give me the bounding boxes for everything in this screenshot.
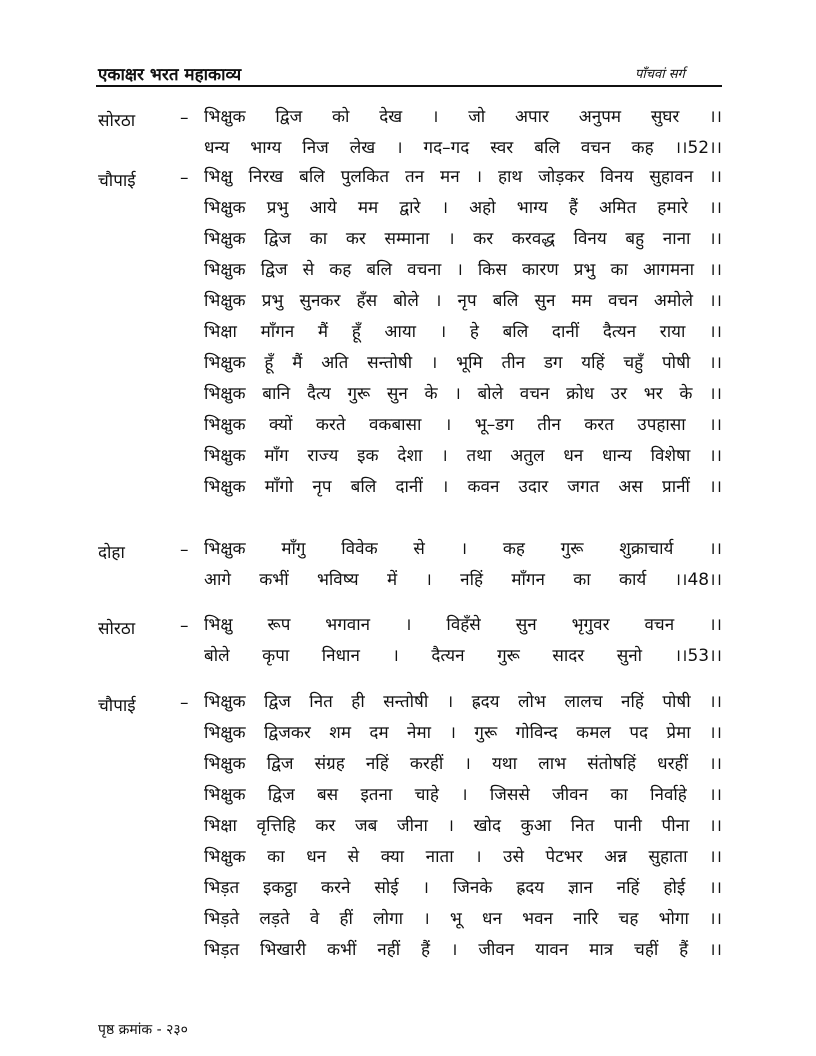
verse-line: भिड़त भिखारी कभीं नहीं हैं । जीवन यावन मात्र चहीं हैं ।। xyxy=(204,940,722,960)
verse-line: भिक्षु रूप भगवान । विहँसे सुन भृगुवर वचन ।। xyxy=(204,615,722,635)
verse-type-label: चौपाई xyxy=(98,171,136,191)
chapter-label: पाँचवां सर्ग xyxy=(635,67,685,82)
verse-type-label: सोरठा xyxy=(98,619,136,639)
verse-dash: – xyxy=(180,616,189,636)
verse-type-label: चौपाई xyxy=(98,696,136,716)
verse-line: धन्य भाग्य निज लेख । गद–गद स्वर बलि वचन कह ।।52।। xyxy=(204,138,722,158)
verse-line: भिक्षुक प्रभु सुनकर हँस बोले । नृप बलि सुन मम वचन अमोले ।। xyxy=(204,291,722,311)
verse-line: भिक्षुक प्रभु आये मम द्वारे । अहो भाग्य हैं अमित हमारे ।। xyxy=(204,198,722,218)
verse-line: भिक्षा माँगन मैं हूँ आया । हे बलि दानीं दैत्यन राया ।। xyxy=(204,322,722,342)
verse-line: भिक्षुक द्विज बस इतना चाहे । जिससे जीवन का निर्वाहे ।। xyxy=(204,785,722,805)
header-divider xyxy=(96,85,722,87)
verse-line: भिक्षुक माँगु विवेक से । कह गुरू शुक्राचार्य ।। xyxy=(204,539,722,559)
verse-line: भिक्षुक द्विज नित ही सन्तोषी । ह्रदय लोभ लालच नहिं पोषी ।। xyxy=(204,692,722,712)
verse-type-label: दोहा xyxy=(98,543,125,563)
verse-line: भिक्षुक माँग राज्य इक देशा । तथा अतुल धन धान्य विशेषा ।। xyxy=(204,446,722,466)
verse-dash: – xyxy=(180,108,189,128)
verse-line: भिक्षा वृत्तिहि कर जब जीना । खोद कुआ नित पानी पीना ।। xyxy=(204,816,722,836)
verse-line: भिक्षुक माँगो नृप बलि दानीं । कवन उदार जगत अस प्रानीं ।। xyxy=(204,477,722,497)
verse-dash: – xyxy=(180,693,189,713)
verse-line: बोले कृपा निधान । दैत्यन गुरू सादर सुनो ।।53।। xyxy=(204,646,722,666)
book-title: एकाक्षर भरत महाकाव्य xyxy=(98,65,242,85)
verse-dash: – xyxy=(180,168,189,188)
verse-line: भिक्षुक हूँ मैं अति सन्तोषी । भूमि तीन डग यहिं चहुँ पोषी ।। xyxy=(204,353,722,373)
verse-line: आगे कभीं भविष्य में । नहिं माँगन का कार्य ।।48।। xyxy=(204,570,722,590)
verse-dash: – xyxy=(180,540,189,560)
verse-line: भिड़त इकट्ठा करने सोई । जिनके ह्रदय ज्ञान नहिं होई ।। xyxy=(204,878,723,898)
verse-line: भिक्षुक द्विज संग्रह नहिं करहीं । यथा लाभ संतोषहिं धरहीं ।। xyxy=(204,754,722,774)
verse-line: भिक्षुक क्यों करते वकबासा । भू–डग तीन करत उपहासा ।। xyxy=(204,415,722,435)
verse-type-label: सोरठा xyxy=(98,111,136,131)
page-number: पृष्ठ क्रमांक - २३० xyxy=(98,1022,188,1038)
verse-line: भिक्षुक का धन से क्या नाता । उसे पेटभर अन्न सुहाता ।। xyxy=(204,847,722,867)
verse-line: भिक्षुक द्विज का कर सम्माना । कर करवद्ध विनय बहु नाना ।। xyxy=(204,229,722,249)
verse-line: भिक्षुक द्विज को देख । जो अपार अनुपम सुघर ।। xyxy=(204,107,722,127)
verse-line: भिक्षुक द्विज से कह बलि वचना । किस कारण प्रभु का आगमना ।। xyxy=(204,260,722,280)
verse-line: भिक्षुक बानि दैत्य गुरू सुन के । बोले वचन क्रोध उर भर के ।। xyxy=(204,384,722,404)
verse-line: भिक्षु निरख बलि पुलकित तन मन । हाथ जोड़कर विनय सुहावन ।। xyxy=(204,167,722,187)
verse-line: भिक्षुक द्विजकर शम दम नेमा । गुरू गोविन्द कमल पद प्रेमा ।। xyxy=(204,723,722,743)
verse-line: भिड़ते लड़ते वे हीं लोगा । भू धन भवन नारि चह भोगा ।। xyxy=(204,909,722,929)
